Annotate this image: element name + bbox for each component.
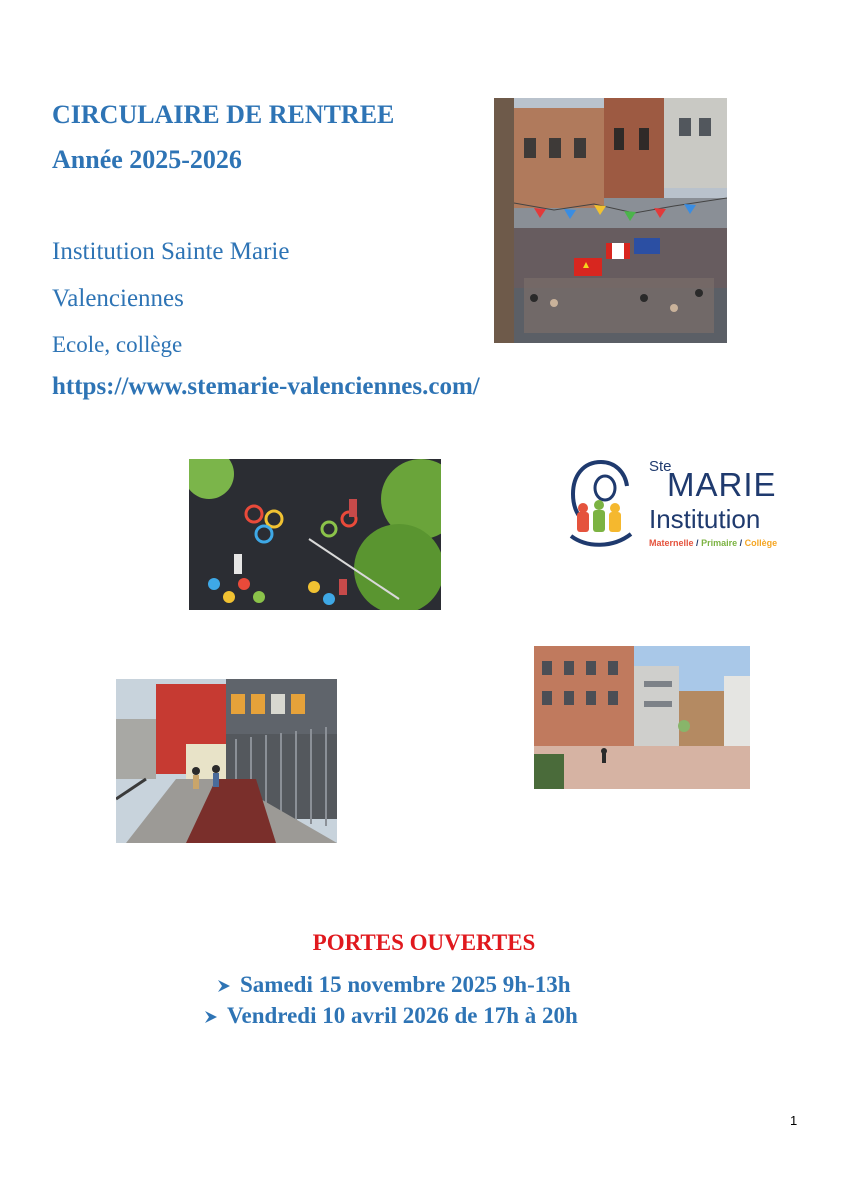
school-building-render-photo <box>534 646 750 789</box>
logo-tagline-college: Collège <box>744 538 778 548</box>
open-days-title: PORTES OUVERTES <box>312 930 536 955</box>
school-city: Valenciennes <box>52 285 184 312</box>
logo-prefix: Ste <box>649 458 672 475</box>
logo-tagline-maternelle: Maternelle <box>649 538 694 548</box>
mary-with-children-icon <box>567 458 635 550</box>
logo-brand-name: MARIE <box>667 466 777 503</box>
school-name: Institution Sainte Marie <box>52 238 290 265</box>
school-logo <box>567 456 778 556</box>
open-day-date: Vendredi 10 avril 2026 de 17h à 20h <box>227 1003 578 1028</box>
document-title: CIRCULAIRE DE RENTREE <box>52 100 395 129</box>
logo-separator: / <box>739 538 743 548</box>
school-year: Année 2025-2026 <box>52 145 242 174</box>
school-levels: Ecole, collège <box>52 332 183 357</box>
playground-aerial-photo <box>189 459 441 610</box>
open-day-item <box>203 1003 578 1031</box>
logo-separator: / <box>696 538 699 548</box>
arrow-bullet-icon <box>216 974 234 1000</box>
open-day-item <box>216 972 571 1000</box>
school-entrance-street-photo <box>116 679 337 843</box>
open-day-date: Samedi 15 novembre 2025 9h-13h <box>240 972 571 997</box>
logo-tagline <box>649 538 777 548</box>
arrow-bullet-icon <box>203 1005 221 1031</box>
logo-brand-sub: Institution <box>649 504 761 534</box>
logo-tagline-primaire: Primaire <box>701 538 738 548</box>
page-number: 1 <box>790 1113 798 1128</box>
courtyard-gathering-photo <box>494 98 727 343</box>
school-website-link[interactable]: https://www.stemarie-valenciennes.com/ <box>52 373 480 400</box>
